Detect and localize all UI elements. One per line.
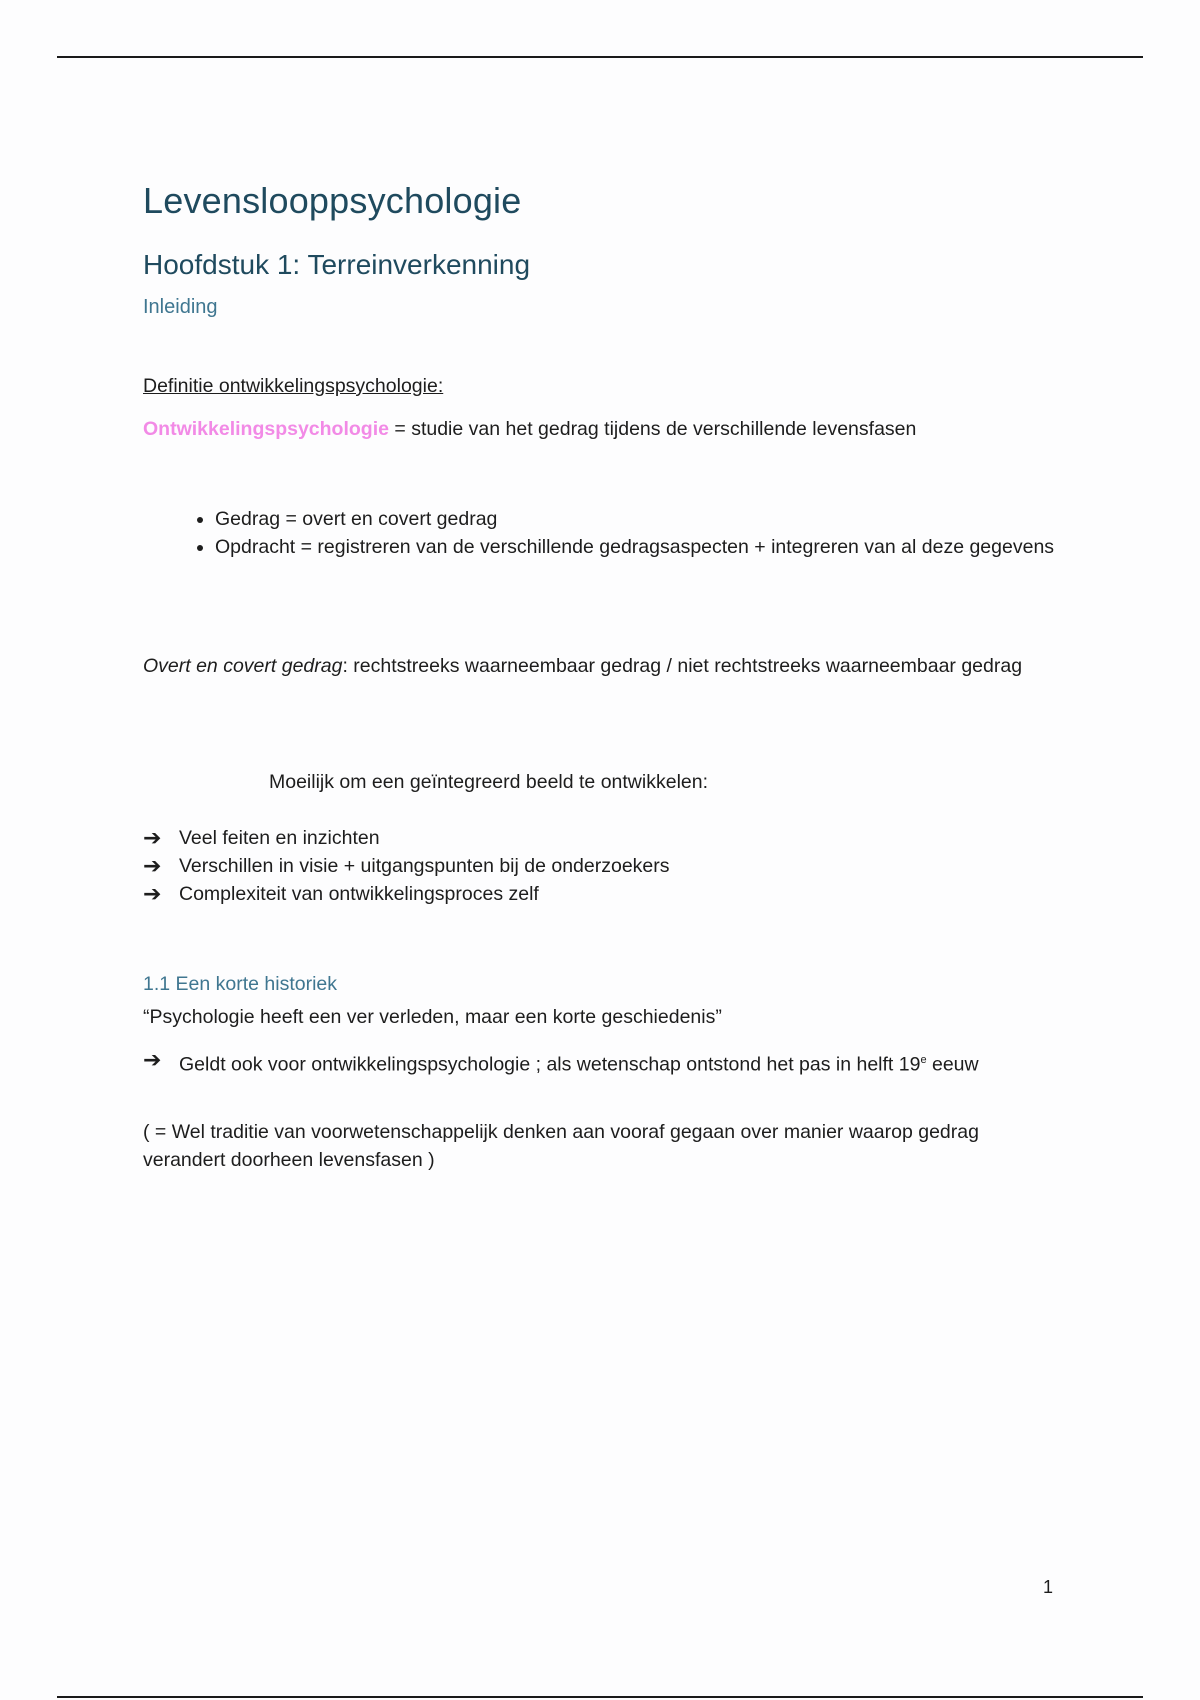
superscript: e xyxy=(920,1054,927,1066)
definition-title: Definitie ontwikkelingspsychologie: xyxy=(143,375,444,397)
list-item: • Gedrag = overt en covert gedrag xyxy=(215,505,1055,533)
list-item xyxy=(143,1046,1043,1079)
history-note: ( = Wel traditie van voorwetenschappelijk denken aan vooraf gegaan over manier waarop gedrag verandert doorheen levensfasen ) xyxy=(143,1121,979,1171)
chapter-heading: Hoofdstuk 1: Terreinverkenning xyxy=(143,249,531,280)
arrow-icon: ➔ xyxy=(143,853,162,878)
history-point-text: Geldt ook voor ontwikkelingspsychologie ; als wetenschap ontstond het pas in helft 19 xyxy=(179,1053,921,1076)
overt-covert-text: : rechtstreeks waarneembaar gedrag / niet rechtstreeks waarneembaar gedrag xyxy=(342,655,1023,677)
footer-rule xyxy=(57,1696,1143,1698)
history-list xyxy=(143,1046,1043,1079)
document-title: Levenslooppsychologie xyxy=(143,180,522,221)
list-item-text: Verschillen in visie + uitgangspunten bij de onderzoekers xyxy=(179,855,670,877)
definition-bullets xyxy=(178,505,1055,561)
list-item-text: Complexiteit van ontwikkelingsproces zelf xyxy=(179,883,539,905)
list-item: • Opdracht = registreren van de verschillende gedragsaspecten + integreren van al deze gegevens xyxy=(215,533,1055,561)
header-rule xyxy=(57,56,1143,58)
definition-term: Ontwikkelingspsychologie xyxy=(143,418,389,440)
arrow-icon: ➔ xyxy=(143,881,162,906)
definition-text: = studie van het gedrag tijdens de verschillende levensfasen xyxy=(388,418,917,440)
list-item-text: Veel feiten en inzichten xyxy=(179,827,380,849)
overt-covert-label: Overt en covert gedrag xyxy=(143,655,343,677)
intro-heading: Inleiding xyxy=(143,296,218,318)
page-number: 1 xyxy=(1043,1577,1054,1597)
arrow-icon: ➔ xyxy=(143,1047,162,1072)
list-item xyxy=(143,824,1043,852)
list-item xyxy=(143,852,1043,880)
definition-paragraph xyxy=(143,415,1063,443)
arrow-icon: ➔ xyxy=(143,825,162,850)
quote: “Psychologie heeft een ver verleden, maar een korte geschiedenis” xyxy=(143,1006,722,1028)
section-heading: 1.1 Een korte historiek xyxy=(143,973,338,995)
difficulty-intro: Moeilijk om een geïntegreerd beeld te ontwikkelen: xyxy=(269,771,709,793)
list-item xyxy=(143,880,1043,908)
history-point-end: eeuw xyxy=(926,1053,979,1076)
difficulty-list xyxy=(143,824,1043,908)
overt-covert-paragraph xyxy=(143,652,1043,680)
